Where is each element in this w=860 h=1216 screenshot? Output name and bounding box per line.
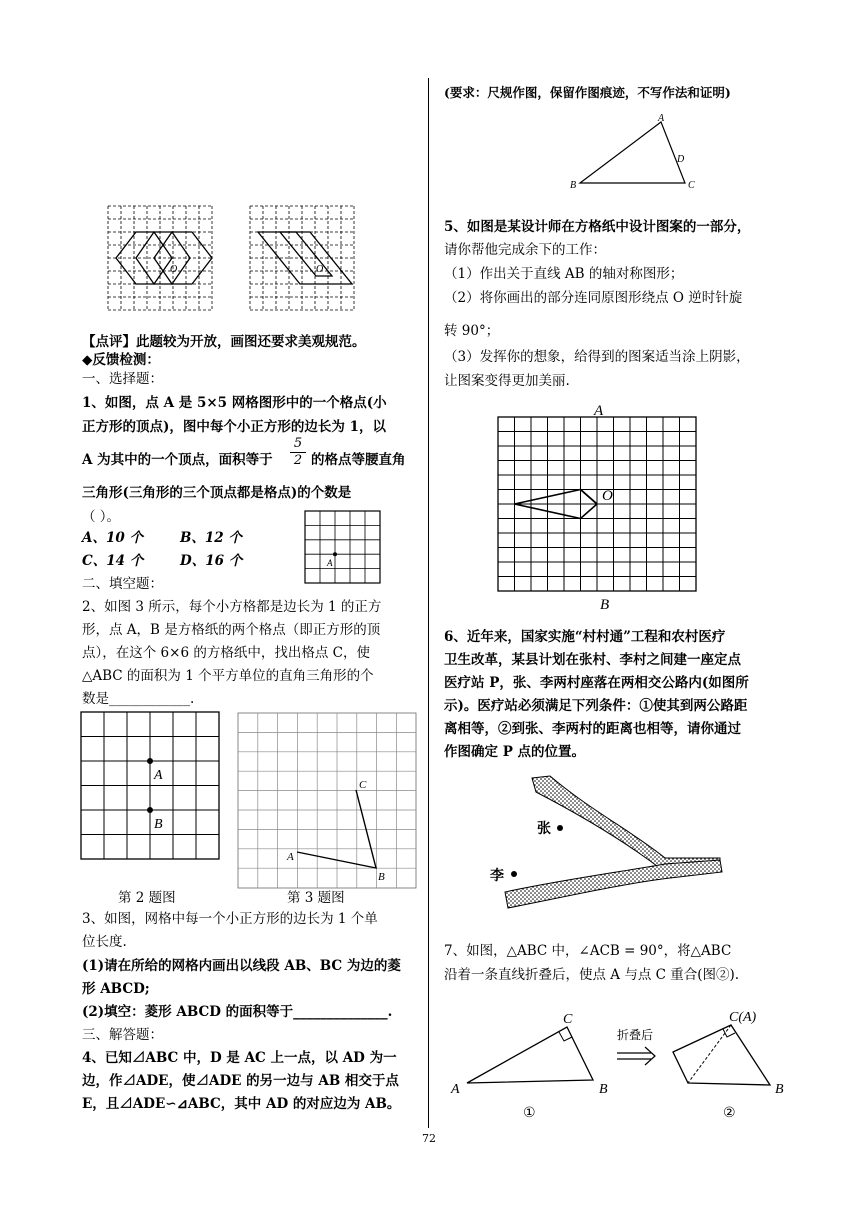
q1-line4: 三角形(三角形的三个顶点都是格点)的个数是 bbox=[82, 485, 352, 501]
q4-triangle-figure bbox=[565, 110, 705, 192]
q7-fig1-label-b: B bbox=[599, 1082, 608, 1097]
q7-fig2-number: ② bbox=[723, 1105, 736, 1121]
q4-line2: 边，作⊿ADE，使⊿ADE 的另一边与 AB 相交于点 bbox=[82, 1073, 399, 1089]
construction-requirement: (要求：尺规作图，保留作图痕迹，不写作法和证明) bbox=[444, 85, 731, 100]
tri-label-a: A bbox=[658, 113, 665, 124]
fold-caption: 折叠后 bbox=[617, 1028, 654, 1042]
q7-fig1-number: ① bbox=[523, 1105, 536, 1121]
q3-point-a-label: A bbox=[287, 851, 294, 863]
fig3-caption: 第 3 题图 bbox=[287, 890, 345, 906]
q5-line4: （2）将你画出的部分连同原图形绕点 O 逆时针旋 bbox=[444, 290, 743, 306]
q5-line7: 让图案变得更加美丽. bbox=[444, 373, 570, 389]
tri-label-d: D bbox=[677, 154, 685, 165]
q2-line3: 点），在这个 6×6 的方格纸中，找出格点 C，使 bbox=[82, 645, 370, 661]
fraction-denominator: 2 bbox=[293, 453, 303, 468]
q7-fig1-label-c: C bbox=[563, 1012, 573, 1027]
zhang-village-label: 张 bbox=[537, 821, 551, 837]
q5-point-a-label: A bbox=[594, 403, 604, 419]
q1-fraction bbox=[290, 436, 306, 469]
q6-line3: 医疗站 P，张、李两村座落在两相交公路内(如图所 bbox=[444, 675, 749, 691]
q7-fold-figures bbox=[445, 1005, 795, 1123]
q3-line2: 位长度. bbox=[82, 934, 127, 950]
tri-label-c: C bbox=[688, 180, 695, 191]
q5-line1: 5、如图是某设计师在方格纸中设计图案的一部分， bbox=[444, 219, 751, 235]
q3-line1: 3、如图，网格中每一个小正方形的边长为 1 个单 bbox=[82, 911, 378, 927]
q5-line3: （1）作出关于直线 AB 的轴对称图形； bbox=[444, 266, 684, 282]
q1-line3b: 的格点等腰直角 bbox=[311, 452, 406, 468]
q5-point-o-label: O bbox=[602, 488, 613, 504]
q5-line6: （3）发挥你的想象，给得到的图案适当涂上阴影， bbox=[444, 349, 750, 365]
q7-fig2-label-ca: C(A) bbox=[729, 1010, 757, 1025]
q6-line4: 示)。医疗站必须满足下列条件：①使其到两公路距 bbox=[444, 698, 748, 714]
q2-point-b-label: B bbox=[154, 817, 163, 832]
q3-point-c-label: C bbox=[359, 779, 367, 791]
q6-line2: 卫生改革，某县计划在张村、李村之间建一座定点 bbox=[444, 652, 741, 668]
page-number: 72 bbox=[422, 1132, 436, 1145]
q7-fig1-label-a: A bbox=[451, 1082, 460, 1097]
q7-line2: 沿着一条直线折叠后，使点 A 与点 C 重合(图②). bbox=[444, 967, 740, 983]
q7-fig2-label-b: B bbox=[775, 1082, 784, 1097]
q5-line2: 请你帮他完成余下的工作： bbox=[444, 242, 606, 258]
q2-point-a-label: A bbox=[154, 768, 163, 783]
svg-text:O: O bbox=[316, 264, 324, 275]
q3-line3: (1)请在所给的网格内画出以线段 AB、BC 为边的菱 bbox=[82, 958, 401, 974]
q5-line5: 转 90°； bbox=[444, 323, 500, 339]
dashed-grid-figures bbox=[100, 200, 390, 320]
q6-roads-figure bbox=[480, 770, 730, 915]
q3-point-b-label: B bbox=[378, 871, 385, 883]
q7-line1: 7、如图，△ABC 中，∠ACB = 90°，将△ABC bbox=[444, 943, 732, 959]
comment-text: 【点评】此题较为开放，画图还要求美观规范。 bbox=[82, 334, 366, 350]
q6-line6: 作图确定 P 点的位置。 bbox=[444, 744, 586, 760]
q2-line5: 数是____________. bbox=[82, 691, 195, 707]
tri-label-b: B bbox=[570, 180, 577, 191]
q1-option-b: B、12 个 bbox=[180, 530, 242, 546]
q2-grid-figure bbox=[80, 711, 222, 863]
q1-option-c: C、14 个 bbox=[82, 553, 144, 569]
q1-point-a-label: A bbox=[327, 558, 333, 568]
q1-line5: （ ）。 bbox=[82, 509, 121, 525]
q5-grid-figure bbox=[490, 400, 715, 615]
section-2-heading: 二、填空题： bbox=[82, 576, 163, 592]
svg-text:O: O bbox=[170, 264, 178, 275]
q6-line5: 离相等，②到张、李两村的距离也相等，请你通过 bbox=[444, 721, 741, 737]
q1-grid-figure bbox=[304, 510, 382, 585]
section-3-heading: 三、解答题： bbox=[82, 1027, 163, 1043]
q1-line3a: A 为其中的一个顶点，面积等于 bbox=[82, 452, 273, 468]
q5-point-b-label: B bbox=[600, 597, 610, 613]
li-village-label: 李 bbox=[490, 868, 504, 884]
q3-grid-figure bbox=[237, 712, 419, 890]
q2-line2: 形，点 A，B 是方格纸的两个格点（即正方形的顶 bbox=[82, 622, 381, 638]
q1-line1: 1、如图，点 A 是 5×5 网格图形中的一个格点(小 bbox=[82, 395, 387, 411]
fig2-caption: 第 2 题图 bbox=[118, 890, 176, 906]
q1-line2: 正方形的顶点)，图中每个小正方形的边长为 1，以 bbox=[82, 419, 386, 435]
q4-line3: E，且⊿ADE∽⊿ABC，其中 AD 的对应边为 AB。 bbox=[82, 1096, 401, 1112]
feedback-title: ◆反馈检测： bbox=[82, 352, 160, 368]
q1-option-a: A、10 个 bbox=[82, 530, 143, 546]
q2-line4: △ABC 的面积为 1 个平方单位的直角三角形的个 bbox=[82, 668, 374, 684]
q2-line1: 2、如图 3 所示，每个小方格都是边长为 1 的正方 bbox=[82, 599, 382, 615]
q3-line5: (2)填空：菱形 ABCD 的面积等于______________. bbox=[82, 1004, 393, 1020]
fraction-numerator: 5 bbox=[293, 436, 303, 451]
column-divider bbox=[428, 78, 429, 1128]
q4-line1: 4、已知⊿ABC 中，D 是 AC 上一点，以 AD 为一 bbox=[82, 1050, 397, 1066]
q1-option-d: D、16 个 bbox=[180, 553, 243, 569]
section-1-heading: 一、选择题： bbox=[82, 371, 163, 387]
q3-line4: 形 ABCD; bbox=[82, 981, 150, 997]
q6-line1: 6、近年来，国家实施“村村通”工程和农村医疗 bbox=[444, 629, 726, 645]
